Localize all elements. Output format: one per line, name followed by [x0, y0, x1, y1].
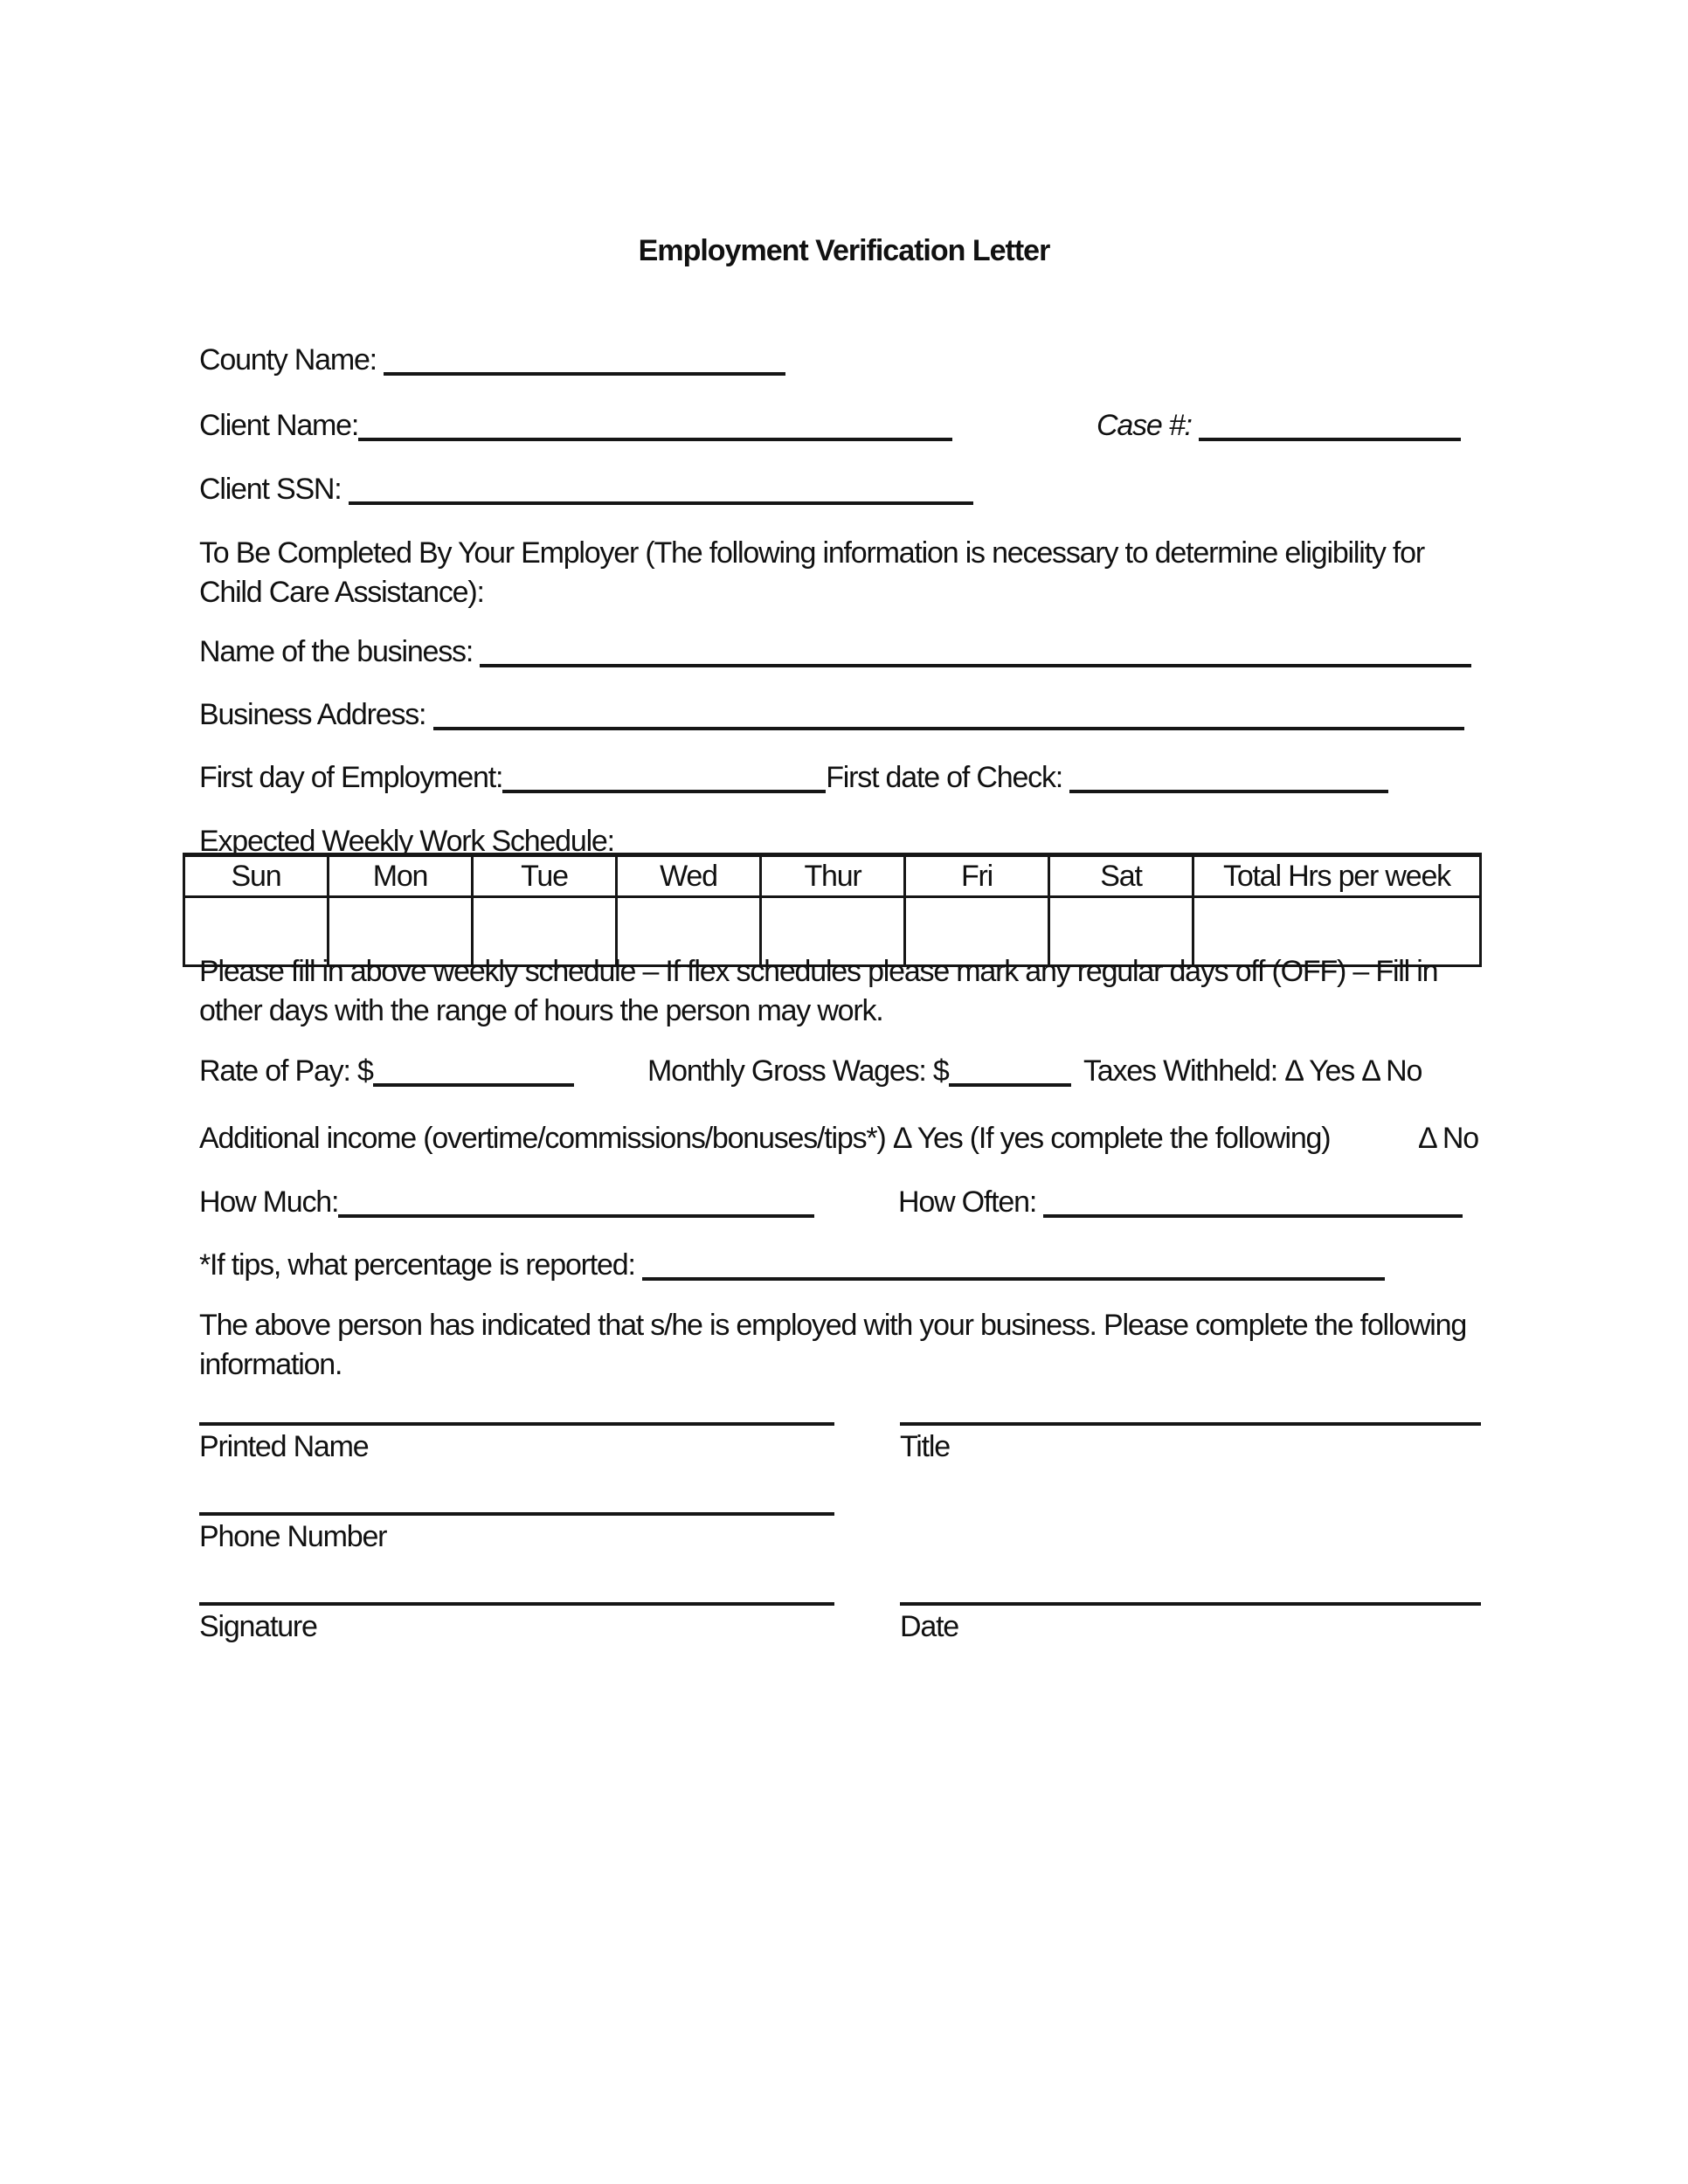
- schedule-col-fri: Fri: [905, 855, 1049, 897]
- schedule-note-line1: Please fill in above weekly schedule – If flex schedules please mark any regular days off (OFF) – Fill in: [199, 955, 1438, 988]
- business-name-row: [199, 633, 1478, 670]
- additional-income-yes-option[interactable]: Δ Yes (If yes complete the following): [892, 1122, 1331, 1155]
- case-number-blank-line[interactable]: [1199, 411, 1461, 441]
- business-address-blank-line[interactable]: [433, 701, 1464, 730]
- rate-of-pay-blank-line[interactable]: [373, 1057, 574, 1087]
- signature-label: Signature: [199, 1610, 317, 1643]
- phone-number-block: [199, 1512, 834, 1554]
- monthly-wages-label: Monthly Gross Wages: $: [647, 1054, 949, 1088]
- employer-intro-line1: To Be Completed By Your Employer (The following information is necessary to determine eligibility for: [199, 536, 1424, 570]
- taxes-withheld-label: Taxes Withheld:: [1083, 1054, 1277, 1088]
- client-name-label: Client Name:: [199, 409, 359, 442]
- employer-intro-line2: Child Care Assistance):: [199, 576, 484, 609]
- confirmation-line1: The above person has indicated that s/he is employed with your business. Please complete the following: [199, 1309, 1467, 1342]
- printed-name-label: Printed Name: [199, 1430, 369, 1463]
- additional-income-row: [199, 1120, 1478, 1157]
- schedule-note-paragraph: [199, 952, 1478, 1031]
- printed-name-block: [199, 1422, 834, 1464]
- monthly-wages-group: [647, 1053, 1071, 1089]
- additional-income-no-option[interactable]: Δ No: [1418, 1122, 1478, 1155]
- employer-intro-paragraph: [199, 534, 1478, 612]
- phone-number-line[interactable]: [199, 1512, 834, 1516]
- phone-number-label: Phone Number: [199, 1520, 387, 1553]
- title-block: [900, 1422, 1481, 1464]
- pay-row: [199, 1053, 1478, 1089]
- confirmation-line2: information.: [199, 1348, 342, 1381]
- first-day-blank-line[interactable]: [502, 764, 826, 793]
- printed-name-signature-line[interactable]: [199, 1422, 834, 1426]
- how-much-label: How Much:: [199, 1185, 339, 1219]
- schedule-col-total: Total Hrs per week: [1193, 855, 1481, 897]
- case-number-group: [1097, 407, 1461, 444]
- income-frequency-row: [199, 1184, 1478, 1220]
- monthly-wages-blank-line[interactable]: [949, 1057, 1071, 1087]
- additional-income-label: Additional income (overtime/commissions/bonuses/tips*): [199, 1122, 886, 1155]
- how-often-blank-line[interactable]: [1043, 1188, 1463, 1218]
- business-address-row: [199, 696, 1478, 733]
- business-name-blank-line[interactable]: [480, 638, 1471, 667]
- date-block: [900, 1602, 1481, 1644]
- schedule-col-sun: Sun: [184, 855, 329, 897]
- schedule-col-tue: Tue: [473, 855, 617, 897]
- business-address-label: Business Address:: [199, 698, 426, 731]
- confirmation-paragraph: [199, 1306, 1478, 1385]
- schedule-note-line2: other days with the range of hours the person may work.: [199, 994, 883, 1027]
- date-line[interactable]: [900, 1602, 1481, 1606]
- title-label: Title: [900, 1430, 950, 1463]
- signature-block: [199, 1602, 834, 1644]
- date-label: Date: [900, 1610, 959, 1643]
- taxes-withheld-group: [1083, 1053, 1422, 1089]
- schedule-heading: Expected Weekly Work Schedule:: [199, 825, 614, 858]
- schedule-header-row: [184, 855, 1481, 897]
- first-check-label: First date of Check:: [826, 761, 1062, 794]
- schedule-col-wed: Wed: [617, 855, 761, 897]
- how-often-label: How Often:: [898, 1185, 1037, 1219]
- schedule-col-mon: Mon: [329, 855, 473, 897]
- county-name-row: [199, 342, 1478, 378]
- title-signature-line[interactable]: [900, 1422, 1481, 1426]
- schedule-col-sat: Sat: [1049, 855, 1193, 897]
- schedule-col-thur: Thur: [761, 855, 905, 897]
- county-name-label: County Name:: [199, 343, 377, 377]
- first-day-label: First day of Employment:: [199, 761, 503, 794]
- county-name-blank-line[interactable]: [384, 346, 785, 376]
- first-check-blank-line[interactable]: [1069, 764, 1388, 793]
- tips-percentage-row: [199, 1247, 1478, 1283]
- client-ssn-row: [199, 471, 1478, 508]
- taxes-withheld-no-option[interactable]: Δ No: [1361, 1054, 1422, 1088]
- client-name-row: [199, 407, 1478, 444]
- how-much-blank-line[interactable]: [338, 1188, 814, 1218]
- client-name-blank-line[interactable]: [358, 411, 952, 441]
- taxes-withheld-yes-option[interactable]: Δ Yes: [1284, 1054, 1354, 1088]
- signature-line[interactable]: [199, 1602, 834, 1606]
- client-ssn-label: Client SSN:: [199, 473, 342, 506]
- tips-percentage-label: *If tips, what percentage is reported:: [199, 1248, 635, 1282]
- page-title: Employment Verification Letter: [638, 234, 1050, 267]
- employment-dates-row: [199, 759, 1478, 796]
- how-often-group: [898, 1184, 1463, 1220]
- case-number-label: Case #:: [1097, 409, 1192, 442]
- client-ssn-blank-line[interactable]: [349, 475, 973, 505]
- tips-percentage-blank-line[interactable]: [642, 1251, 1385, 1281]
- business-name-label: Name of the business:: [199, 635, 474, 668]
- weekly-schedule-table: [183, 853, 1482, 967]
- rate-of-pay-label: Rate of Pay: $: [199, 1054, 373, 1088]
